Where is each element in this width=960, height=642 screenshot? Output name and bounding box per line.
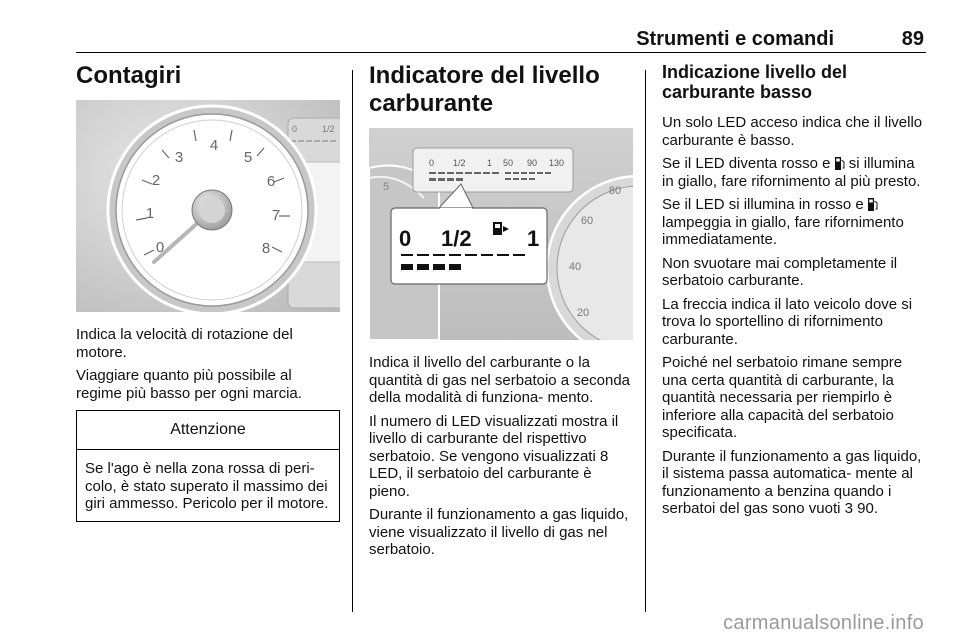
warning-text: Se l'ago è nella zona rossa di peri- colo, è stato superato il massimo dei giri ammesso. Pericolo per il motore.: [85, 460, 329, 512]
gauge-number-2: 2: [151, 172, 161, 189]
header-rule: [76, 52, 926, 53]
speedo-number-20: 20: [576, 307, 590, 319]
paragraph: Non svuotare mai completamente il serbatoio carburante.: [662, 254, 898, 289]
page-reference-link[interactable]: 3 90.: [844, 500, 878, 517]
paragraph: [662, 448, 926, 518]
zoom-label-0: 0: [399, 226, 412, 251]
speedo-number-40: 40: [568, 261, 582, 273]
warning-title: Attenzione: [77, 411, 339, 450]
column-fuel-gauge: [369, 62, 633, 565]
text-span: Durante il funzionamento a gas liquido, il sistema passa automatica- mente al funzionamento a benzina quando i serbatoi del gas sono vuoti: [662, 447, 922, 517]
top-label-90: 90: [527, 158, 538, 168]
gauge-number-7: 7: [271, 207, 281, 224]
speedo-number-60: 60: [580, 215, 594, 227]
gauge-number-8: 8: [261, 240, 271, 257]
gauge-number-5: 5: [243, 149, 253, 166]
fuel-gauge-illustration: [369, 128, 633, 340]
text-span: Se il LED diventa rosso e: [662, 155, 835, 172]
gauge-number-3: 3: [174, 149, 184, 166]
gauge-number-1: 1: [145, 205, 155, 222]
tachometer-figure: [76, 100, 340, 312]
side-label-half: 1/2: [322, 124, 335, 134]
top-label-50: 50: [503, 158, 514, 168]
watermark: carmanualsonline.info: [723, 612, 924, 634]
top-label-1: 1: [487, 158, 493, 168]
gauge-number-0: 0: [155, 239, 165, 256]
paragraph: Indica il livello del carburante o la quantità di gas nel serbatoio a seconda della modalità di funziona- mento.: [369, 354, 631, 406]
paragraph: Viaggiare quanto più possibile al regime più basso per ogni marcia.: [76, 367, 302, 402]
paragraph: [662, 155, 926, 190]
page-number: 89: [901, 28, 924, 50]
warning-box: [76, 410, 340, 522]
fuel-pump-icon: [835, 157, 845, 170]
top-label-0: 0: [429, 158, 435, 168]
side-label-0: 0: [292, 124, 298, 134]
fuel-pump-icon: [868, 198, 878, 211]
paragraph: Indica la velocità di rotazione del motore.: [76, 326, 293, 361]
speedo-number-5: 5: [383, 181, 390, 193]
gauge-number-4: 4: [209, 137, 219, 154]
text-span: Se il LED si illumina in rosso e: [662, 196, 868, 213]
text-span: si illumina in giallo, fare rifornimento al più presto.: [662, 155, 921, 190]
gauge-number-6: 6: [266, 173, 276, 190]
paragraph: Un solo LED acceso indica che il livello carburante è basso.: [662, 114, 923, 149]
paragraph: [662, 196, 926, 249]
column-tachometer: [76, 62, 340, 522]
column-divider-2: [645, 70, 646, 612]
column-divider-1: [352, 70, 353, 612]
zoom-label-1: 1: [527, 226, 540, 251]
paragraph: La freccia indica il lato veicolo dove si trova lo sportellino di rifornimento carburante.: [662, 295, 913, 348]
chapter-title: Strumenti e comandi: [636, 28, 834, 50]
page-header: [76, 28, 924, 52]
paragraph: Poiché nel serbatoio rimane sempre una certa quantità di carburante, la quantità necessaria per riempirlo è inferiore alla capacità del serbatoio specificata.: [662, 354, 903, 441]
column-low-fuel: [662, 62, 926, 524]
fuel-gauge-figure: [369, 128, 633, 340]
text-span: lampeggia in giallo, fare rifornimento immediatamente.: [662, 213, 904, 248]
top-label-half: 1/2: [453, 158, 466, 168]
paragraph: Durante il funzionamento a gas liquido, viene visualizzato il livello di gas nel serbatoio.: [369, 506, 629, 558]
section-title-low-fuel: Indicazione livello del carburante basso: [662, 62, 848, 102]
section-title-fuel-gauge: Indicatore del livello carburante: [369, 62, 600, 117]
zoom-label-half: 1/2: [441, 226, 472, 251]
tachometer-illustration: [76, 100, 340, 312]
paragraph: Il numero di LED visualizzati mostra il livello di carburante del rispettivo serbatoio. Se vengono visualizzati 8 LED, il serbatoio del carburante è pieno.: [369, 412, 619, 500]
top-label-130: 130: [549, 158, 565, 168]
speedo-number-80: 80: [608, 185, 622, 197]
section-title-contagiri: Contagiri: [76, 62, 182, 89]
